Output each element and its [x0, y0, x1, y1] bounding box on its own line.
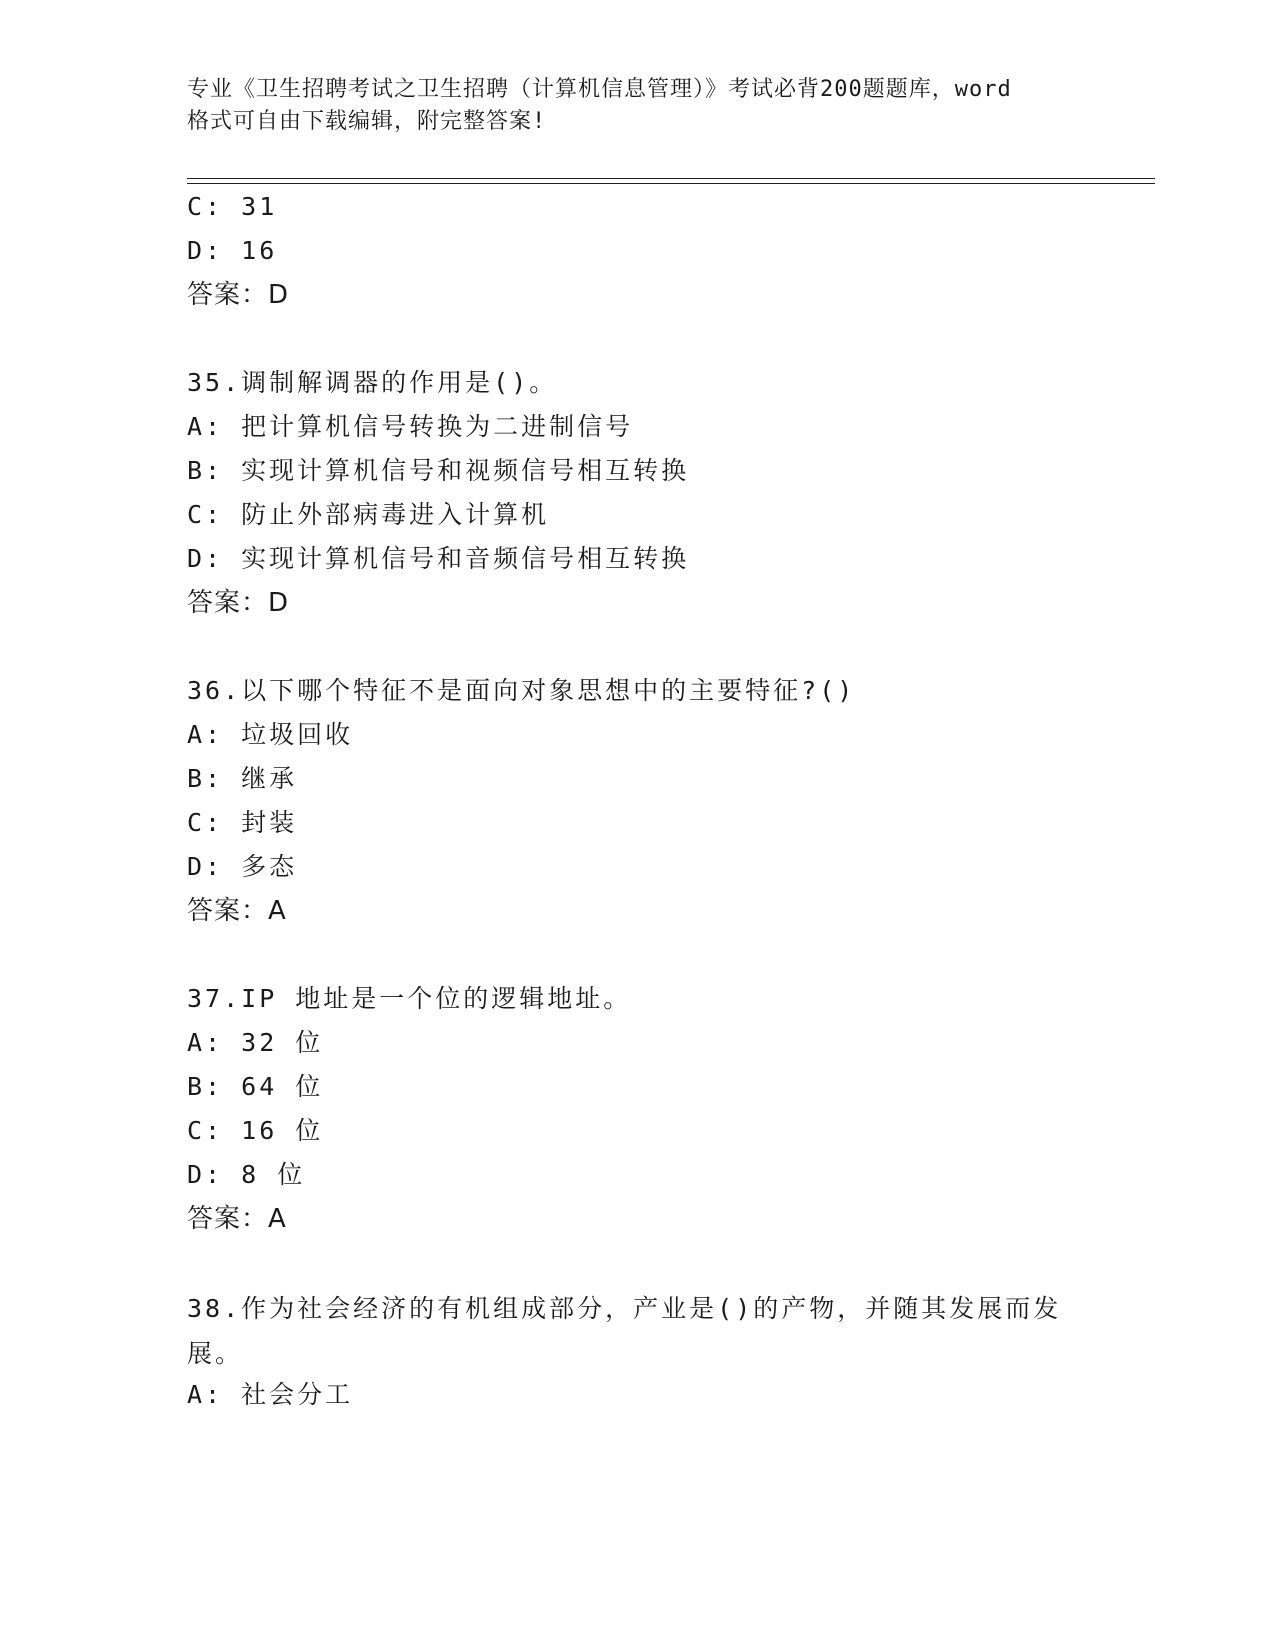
answer-line: 答案：A	[187, 1204, 287, 1234]
option-b: B: 64 位	[187, 1072, 324, 1101]
header-title-line-2: 格式可自由下载编辑，附完整答案!	[187, 109, 547, 134]
option-d: D: 8 位	[187, 1160, 306, 1189]
question-stem: 37.IP 地址是一个位的逻辑地址。	[187, 984, 632, 1013]
option-b: B: 继承	[187, 764, 298, 793]
answer-line: 答案：A	[187, 896, 287, 926]
option-d: D: 16	[187, 236, 278, 265]
option-c: C: 封装	[187, 808, 298, 837]
document-header	[187, 74, 1087, 138]
answer-line: 答案：D	[187, 588, 290, 618]
question-stem: 38.作为社会经济的有机组成部分，产业是()的产物，并随其发展而发展。	[187, 1294, 1062, 1368]
option-c: C: 16 位	[187, 1116, 324, 1145]
option-a: A: 垃圾回收	[187, 720, 354, 749]
option-a: A: 把计算机信号转换为二进制信号	[187, 412, 634, 441]
option-d: D: 多态	[187, 852, 298, 881]
header-divider-bottom	[187, 183, 1155, 184]
option-c: C: 31	[187, 192, 278, 221]
question-stem: 36.以下哪个特征不是面向对象思想中的主要特征?()	[187, 676, 856, 705]
header-divider-top	[187, 178, 1155, 179]
option-a: A: 32 位	[187, 1028, 324, 1057]
header-title-line-1: 专业《卫生招聘考试之卫生招聘（计算机信息管理）》考试必背200题题库，word	[187, 77, 1012, 102]
option-a: A: 社会分工	[187, 1380, 354, 1409]
option-b: B: 实现计算机信号和视频信号相互转换	[187, 456, 690, 485]
question-stem: 35.调制解调器的作用是()。	[187, 368, 558, 397]
answer-line: 答案：D	[187, 280, 290, 310]
option-c: C: 防止外部病毒进入计算机	[187, 500, 550, 529]
option-d: D: 实现计算机信号和音频信号相互转换	[187, 544, 690, 573]
